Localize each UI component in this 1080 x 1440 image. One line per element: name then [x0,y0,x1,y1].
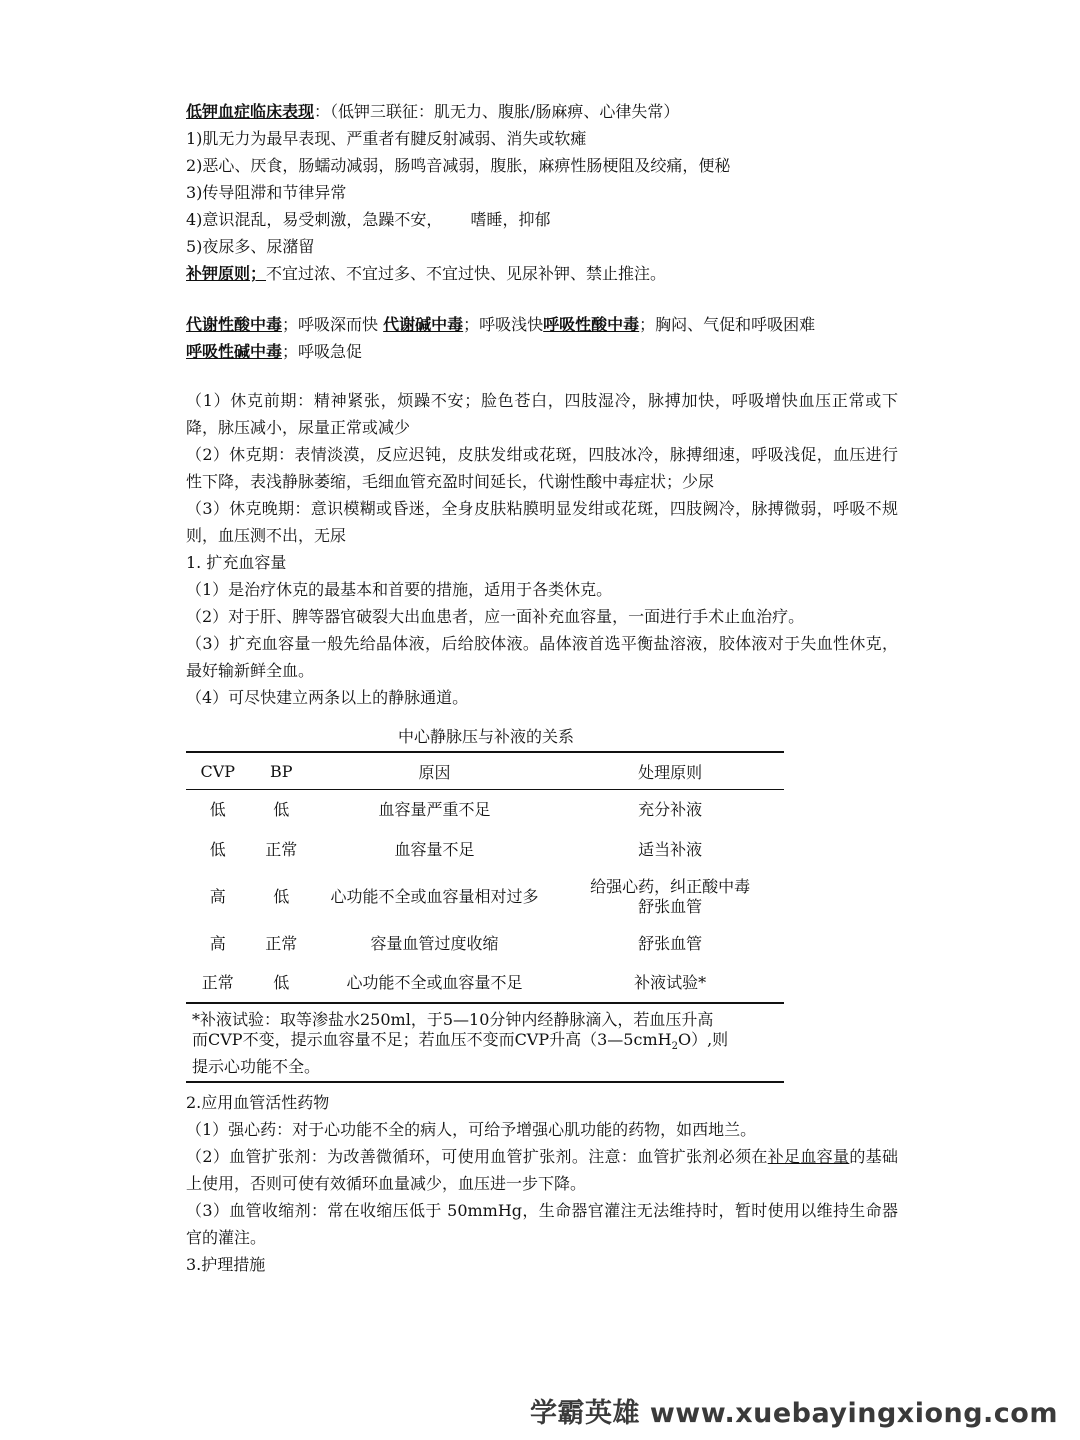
hypokalemia-triad: ：（低钾三联征：肌无力、腹胀/肠麻痹、心律失常） [314,102,680,121]
vasoactive-item-2-a: （2）血管扩张剂：为改善微循环，可使用血管扩张剂。注意：血管扩张剂必须在 [186,1147,768,1167]
cell-cause: 心功能不全或血容量不足 [313,964,556,1003]
footnote-line-1: *补液试验：取等渗盐水250ml，于5—10分钟内经静脉滴入，若血压升高 [192,1010,714,1029]
cell-treatment [556,870,784,924]
hypokalemia-item-4-b: 嗜睡，抑郁 [470,210,551,229]
shock-stage-3: （3）休克晚期：意识模糊或昏迷，全身皮肤粘膜明显发绀或花斑，四肢阙冷，脉搏微弱，呼吸不规则，血压测不出，无尿 [186,499,898,545]
cell-cause: 血容量严重不足 [378,800,491,819]
table-row [186,870,784,924]
cell-bp: 正常 [265,934,298,953]
cell-cvp: 高 [209,887,226,906]
footnote-line-2-a: 而CVP不变，提示血容量不足；若血压不变而CVP升高（3—5cmH [192,1030,672,1049]
cell-cvp: 正常 [186,964,250,1003]
table-row [186,924,784,964]
respiratory-acidosis-label: 呼吸性酸中毒 [543,315,640,334]
volume-title: 1. 扩充血容量 [186,553,287,572]
vasoactive-item-2 [186,1143,898,1197]
cell-bp: 正常 [265,840,298,859]
hypokalemia-item: 3)传导阻滞和节律异常 [186,183,347,202]
cell-cause: 血容量不足 [394,840,475,859]
cell-treatment: 补液试验* [556,964,784,1003]
cell-treatment: 舒张血管 [638,934,703,953]
header-cvp: CVP [186,752,250,790]
header-bp: BP [250,752,313,790]
cell-treatment-line-1: 给强心药，纠正酸中毒 [590,877,751,896]
table-row [186,830,784,870]
hypokalemia-heading-line [186,98,898,125]
cvp-table [186,751,784,1004]
cell-bp: 低 [273,800,290,819]
shock-stage-2: （2）休克期：表情淡漠，反应迟钝，皮肤发绀或花斑，四肢冰冷，脉搏细速，呼吸浅促，血压进行性下降，表浅静脉萎缩，毛细血管充盈时间延长，代谢性酸中毒症状；少尿 [186,445,898,491]
table-header-row [186,752,784,790]
vasoactive-item-1: （1）强心药：对于心功能不全的病人，可给予增强心肌功能的药物，如西地兰。 [186,1120,757,1140]
metabolic-alkalosis-text: ；呼吸浅快 [463,315,544,334]
header-cause: 原因 [313,752,556,790]
footnote-line-2 [192,1030,784,1057]
acid-base-line-2 [186,338,898,365]
cell-cvp: 低 [209,800,226,819]
hypokalemia-item-4-a: 4)意识混乱，易受刺激，急躁不安， [186,210,443,229]
hypokalemia-item-4 [186,206,898,233]
cell-cause: 心功能不全或血容量相对过多 [330,887,539,906]
nursing-title: 3.护理措施 [186,1255,266,1275]
shock-stage-1: （1）休克前期：精神紧张，烦躁不安；脸色苍白，四肢湿冷，脉搏加快，呼吸增快血压正常或下降，脉压减小，尿量正常或减少 [186,391,898,437]
site-watermark: 学霸英雄 www.xuebayingxiong.com [529,1398,1058,1429]
cell-cvp: 低 [209,840,226,859]
hypokalemia-item: 1)肌无力为最早表现、严重者有腱反射减弱、消失或软瘫 [186,129,587,148]
hypokalemia-item: 2)恶心、厌食，肠蠕动减弱，肠鸣音减弱，腹胀，麻痹性肠梗阻及绞痛，便秘 [186,156,731,175]
vasoactive-item-2-underlined: 补足血容量 [767,1147,850,1167]
header-treatment: 处理原则 [556,752,784,790]
document-page [186,98,898,1278]
cvp-table-title: 中心静脉压与补液的关系 [397,727,574,746]
metabolic-alkalosis-label: 代谢碱中毒 [383,315,464,334]
footnote-line-3: 提示心功能不全。 [192,1057,321,1077]
footnote-line-2-b: O）,则 [677,1030,729,1049]
cell-treatment: 适当补液 [638,840,703,859]
metabolic-acidosis-text: ；呼吸深而快 [282,315,379,334]
cell-bp: 低 [273,887,290,906]
metabolic-acidosis-label: 代谢性酸中毒 [186,315,283,334]
volume-item: （4）可尽快建立两条以上的静脉通道。 [186,688,469,707]
cell-treatment-line-2: 舒张血管 [638,897,703,916]
vasoactive-title: 2.应用血管活性药物 [186,1093,330,1113]
volume-item: （3）扩充血容量一般先给晶体液，后给胶体液。晶体液首选平衡盐溶液，胶体液对于失血性休克，最好输新鲜全血。 [186,634,898,680]
potassium-principle [186,260,898,287]
footnote-subscript: 2 [671,1041,678,1053]
hypokalemia-item: 5)夜尿多、尿潴留 [186,237,315,256]
acid-base-line-1 [186,311,898,338]
volume-item: （1）是治疗休克的最基本和首要的措施，适用于各类休克。 [186,580,613,599]
table-row [186,790,784,831]
respiratory-acidosis-text: ；胸闷、气促和呼吸困难 [639,315,816,334]
vasoactive-item-2-b: 的基础上使用，否则可使有效循环血量减少，血压进一步下降。 [186,1147,898,1194]
potassium-principle-text: 不宜过浓、不宜过多、不宜过快、见尿补钾、禁止推注。 [266,264,667,283]
table-footnote [186,1004,784,1083]
volume-item: （2）对于肝、脾等器官破裂大出血患者，应一面补充血容量，一面进行手术止血治疗。 [186,607,805,626]
cell-cvp: 高 [209,934,226,953]
respiratory-alkalosis-text: ；呼吸急促 [282,342,363,361]
respiratory-alkalosis-label: 呼吸性碱中毒 [186,342,283,361]
cell-bp: 低 [250,964,313,1003]
cell-cause: 容量血管过度收缩 [370,934,499,953]
cell-treatment: 充分补液 [638,800,703,819]
potassium-principle-label: 补钾原则； [186,264,267,283]
hypokalemia-heading: 低钾血症临床表现 [186,102,315,121]
table-row [186,964,784,1003]
vasoactive-item-3: （3）血管收缩剂：常在收缩压低于 50mmHg，生命器官灌注无法维持时，暂时使用以维持生命器官的灌注。 [186,1201,898,1248]
